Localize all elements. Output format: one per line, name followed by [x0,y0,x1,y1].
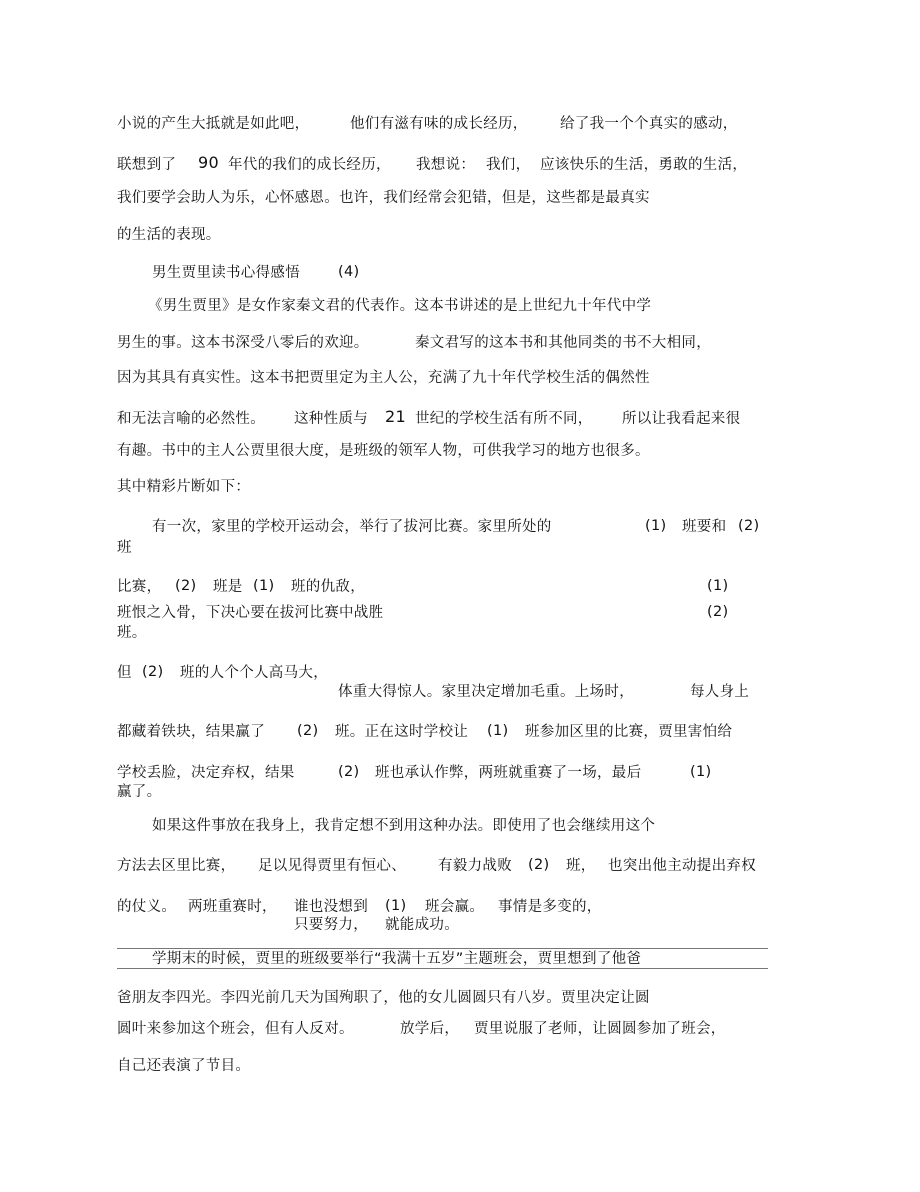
text-line: (1) [707,578,729,594]
text-line: 圆叶来参加这个班会，但有人反对。 [117,1021,354,1037]
text-line: (2) [175,578,197,594]
text-line: 足以见得贾里有恒心、 [258,858,406,874]
text-line: 班恨之入骨，下决心要在拔河比赛中战胜 [117,605,384,621]
text-line: 班的仇敌， [291,579,365,595]
text-line: 体重大得惊人。家里决定增加毛重。上场时， [338,684,634,700]
text-line: 两班重赛时， [188,899,277,915]
text-line: (1) [385,898,407,914]
text-line: 他们有滋有味的成长经历， [350,116,528,132]
text-line: (2) [297,723,319,739]
text-line: 但 [117,665,132,681]
text-line: (2) [338,764,360,780]
text-line: 我想说： [416,157,476,173]
text-line: 班也承认作弊，两班就重赛了一场，最后 [375,765,642,781]
text-line: 因为其具有真实性。这本书把贾里定为主人公，充满了九十年代学校生活的偶然性 [117,370,650,386]
section-heading: 男生贾里读书心得感悟 [152,265,300,281]
text-line: 就能成功。 [385,917,459,933]
text-line: 也突出他主动提出弃权 [608,858,756,874]
text-line: 应该快乐的生活，勇敢的生活， [540,157,748,173]
text-line: (1) [690,764,712,780]
text-line: 的生活的表现。 [117,227,221,243]
text-line: (1) [645,518,667,534]
text-line: 秦文君写的这本书和其他同类的书不大相同， [415,335,711,351]
text-line: 比赛， [117,579,162,595]
text-line: 有趣。书中的主人公贾里很大度，是班级的领军人物，可供我学习的地方也很多。 [117,443,650,459]
text-line: (2) [707,604,729,620]
text-line: 班的人个个人高马大， [180,665,328,681]
text-line: 和无法言喻的必然性。 [117,411,265,427]
text-line: 班参加区里的比赛，贾里害怕给 [525,724,733,740]
text-line: 每人身上 [690,684,750,700]
text-line: 联想到了 [117,157,177,173]
text-line: (1) [253,578,275,594]
text-line: 班会赢。 [425,899,485,915]
text-line: (2) [528,857,550,873]
text-line: 学期末的时候，贾里的班级要举行“我满十五岁”主题班会，贾里想到了他爸 [152,951,642,967]
text-line: 方法去区里比赛， [117,858,236,874]
text-line: 班是 [213,579,243,595]
text-line: 21 [385,407,406,426]
text-line: 年代的我们的成长经历， [228,157,391,173]
text-line: 所以让我看起来很 [622,411,741,427]
text-line: 都藏着铁块，结果赢了 [117,724,265,740]
divider-line [117,968,768,969]
text-line: 贾里说服了老师，让圆圆参加了班会， [474,1021,726,1037]
text-line: 的仗义。 [117,899,177,915]
text-line: 事情是多变的， [498,899,602,915]
text-line: 小说的产生大抵就是如此吧， [117,116,310,132]
text-line: 班， [566,858,596,874]
text-line: 男生的事。这本书深受八零后的欢迎。 [117,335,369,351]
text-line: 我们， [486,157,531,173]
text-line: 世纪的学校生活有所不同， [415,411,593,427]
text-line: 如果这件事放在我身上，我肯定想不到用这种办法。即使用了也会继续用这个 [152,818,656,834]
section-heading-number: (4) [338,264,360,280]
text-line: 其中精彩片断如下： [117,479,251,495]
text-line: (2) [142,664,164,680]
text-line: 这种性质与 [294,411,368,427]
divider-line [117,948,768,949]
text-line: 班。 [117,625,147,641]
text-line: 我们要学会助人为乐，心怀感恩。也许，我们经常会犯错，但是，这些都是最真实 [117,190,650,206]
text-line: 自己还表演了节目。 [117,1058,251,1074]
text-line: 90 [198,153,219,172]
text-line: 爸朋友李四光。李四光前几天为国殉职了，他的女儿圆圆只有八岁。贾里决定让圆 [117,990,650,1006]
text-line: 赢了。 [117,784,162,800]
text-line: 有毅力战败 [438,858,512,874]
text-line: 《男生贾里》是女作家秦文君的代表作。这本书讲述的是上世纪九十年代中学 [148,298,652,314]
text-line: (1) [487,723,509,739]
text-line: 谁也没想到 [294,899,368,915]
text-line: 只要努力， [294,917,368,933]
text-line: 给了我一个个真实的感动， [560,116,738,132]
text-line: 班要和 [682,519,727,535]
text-line: 班。正在这时学校让 [335,724,469,740]
text-line: 放学后， [400,1021,460,1037]
text-line: 学校丢脸，决定弃权，结果 [117,765,295,781]
text-line: 有一次，家里的学校开运动会，举行了拔河比赛。家里所处的 [152,519,552,535]
text-line: (2) [738,518,760,534]
text-line: 班 [117,540,132,556]
